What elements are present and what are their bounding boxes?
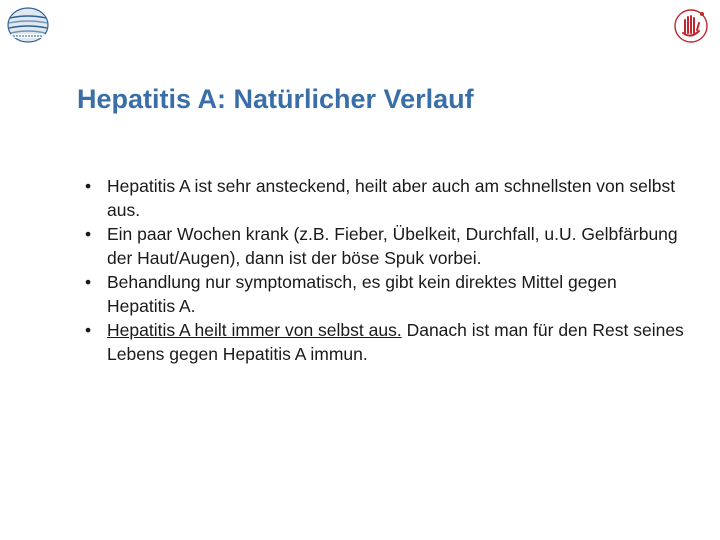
list-item — [85, 318, 685, 366]
bullet-underlined-text: Hepatitis A heilt immer von selbst aus. — [107, 320, 402, 340]
bullet-text: Behandlung nur symptomatisch, es gibt kein direktes Mittel gegen Hepatitis A. — [107, 272, 617, 316]
bullet-marker: • — [85, 224, 92, 244]
bullet-text: Danach ist man für den Rest seines Lebens gegen Hepatitis A immun. — [107, 320, 684, 364]
globe-logo-icon — [6, 6, 50, 46]
bullet-list — [85, 174, 685, 366]
hand-circle-logo-icon — [672, 6, 710, 46]
partner-logo — [672, 6, 710, 46]
bullet-text: Ein paar Wochen krank (z.B. Fieber, Übelkeit, Durchfall, u.U. Gelbfärbung der Haut/Augen), dann ist der böse Spuk vorbei. — [107, 224, 678, 268]
list-item — [85, 270, 685, 318]
organization-logo — [6, 6, 50, 46]
bullet-text: Hepatitis A ist sehr ansteckend, heilt aber auch am schnellsten von selbst aus. — [107, 176, 676, 220]
bullet-marker: • — [85, 320, 92, 340]
list-item — [85, 174, 685, 222]
list-item — [85, 222, 685, 270]
bullet-marker: • — [85, 176, 92, 196]
bullet-marker: • — [85, 272, 92, 292]
slide-title: Hepatitis A: Natürlicher Verlauf — [77, 84, 474, 114]
